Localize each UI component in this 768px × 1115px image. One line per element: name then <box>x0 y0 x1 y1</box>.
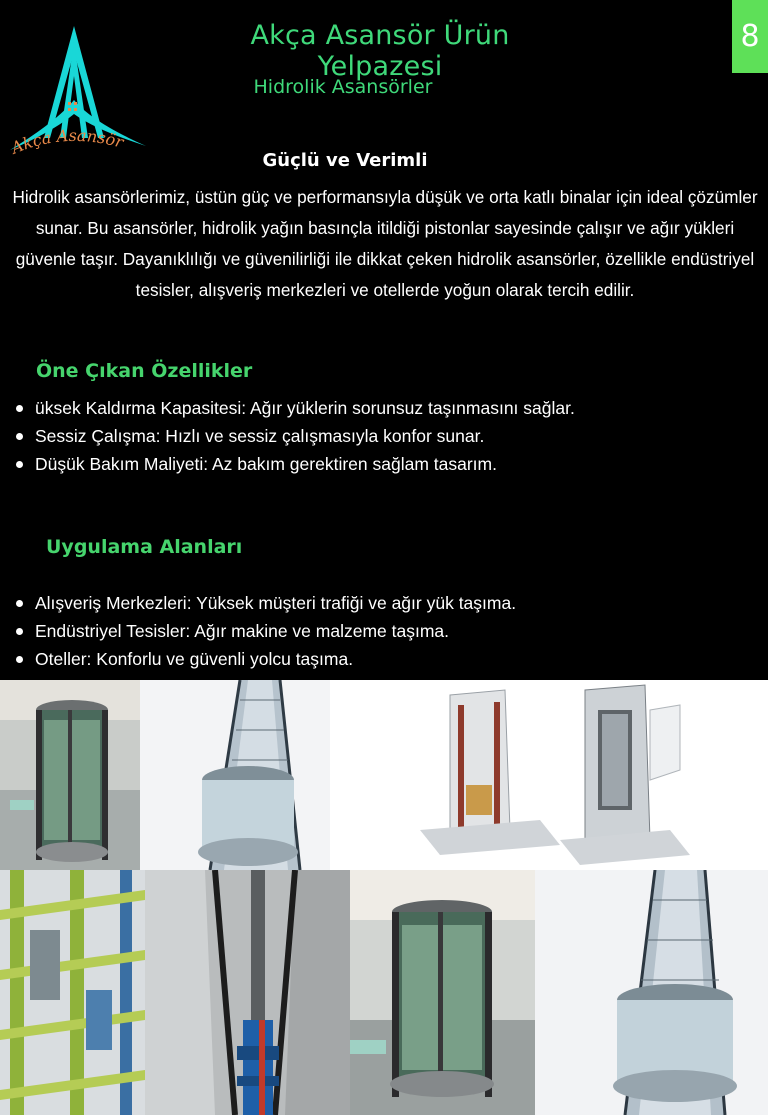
list-item: Alışveriş Merkezleri: Yüksek müşteri trafiği ve ağır yük taşıma. <box>14 589 516 617</box>
intro-heading: Güçlü ve Verimli <box>262 150 428 171</box>
photo-collage <box>0 680 768 1115</box>
glass-tower-elevator-photo <box>535 870 768 1115</box>
applications-list <box>14 589 516 673</box>
list-item: Sessiz Çalışma: Hızlı ve sessiz çalışmasıyla konfor sunar. <box>14 422 575 450</box>
steel-frame-shaft-photo <box>0 870 145 1115</box>
list-item: Oteller: Konforlu ve güvenli yolcu taşıma. <box>14 645 516 673</box>
glass-shaft-elevator-photo <box>140 680 330 870</box>
applications-heading: Uygulama Alanları <box>46 536 243 558</box>
panoramic-elevator-photo-2 <box>350 870 535 1115</box>
page-subtitle: Hidrolik Asansörler <box>253 76 433 98</box>
list-item: Endüstriyel Tesisler: Ağır makine ve malzeme taşıma. <box>14 617 516 645</box>
list-item: üksek Kaldırma Kapasitesi: Ağır yüklerin sorunsuz taşınmasını sağlar. <box>14 394 575 422</box>
logo-text: Akça Asansör <box>8 125 126 158</box>
features-list <box>14 394 575 478</box>
panoramic-elevator-photo <box>0 680 140 870</box>
list-item: Düşük Bakım Maliyeti: Az bakım gerektiren sağlam tasarım. <box>14 450 575 478</box>
elevator-shaft-diagram-photo <box>330 680 768 870</box>
akca-asansor-logo <box>6 22 154 162</box>
intro-paragraph: Hidrolik asansörlerimiz, üstün güç ve performansıyla düşük ve orta katlı binalar için ideal çözümler sunar. Bu asansörler, hidrolik yağın basınçla itildiği pistonlar sayesinde çalışır ve ağır yükleri güvenle taşır. Dayanıklılığı ve güvenilirliği ile dikkat çeken hidrolik asansörler, özellikle endüstriyel tesisler, alışveriş merkezleri ve otellerde yoğun olarak tercih edilir. <box>12 187 758 300</box>
svg-text:Akça Asansör <box>7 126 127 158</box>
features-heading: Öne Çıkan Özellikler <box>36 360 253 382</box>
hydraulic-piston-photo <box>145 870 350 1115</box>
page-number-badge: 8 <box>732 0 768 73</box>
page-title: Akça Asansör Ürün Yelpazesi <box>250 20 510 82</box>
